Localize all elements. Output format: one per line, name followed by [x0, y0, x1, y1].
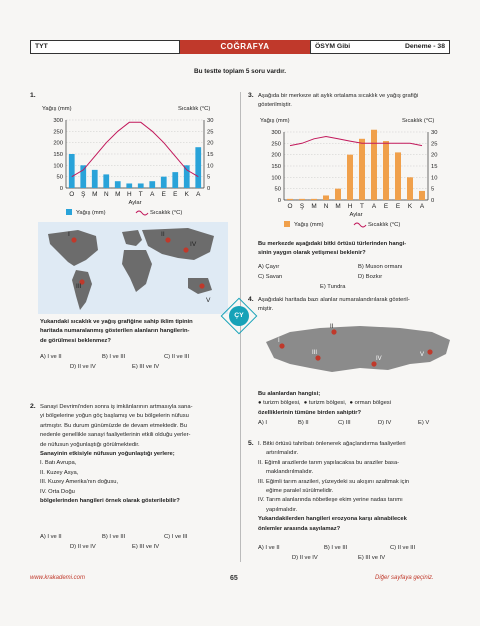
q1-chart-precip-bar — [184, 165, 190, 188]
q1-chart-legend-swatch-precip — [66, 209, 72, 215]
q1-chart-y-axis-title: Yağış (mm) — [42, 106, 72, 112]
q3-chart-precip-bar — [359, 139, 365, 200]
q4-question-line-1: Bu alanlardan hangisi; — [258, 391, 321, 397]
q4-map-label-4: IV — [376, 356, 382, 362]
q2-line-2: yi bölgelerine yoğun göç başlamış ve bu bölgelerin nüfusu — [40, 413, 189, 420]
q3-chart-ytick-label: 150 — [271, 164, 281, 170]
q3-chart-y2tick-label: 15 — [431, 164, 438, 170]
q1-options — [40, 352, 230, 372]
q1-map-label-4: IV — [190, 241, 197, 248]
q1-question-line-2: haritada numaralanmış gösterilen alanların hangilerin- — [40, 328, 190, 335]
q3-chart-xtick-label: K — [407, 203, 413, 210]
q5-item-1-cont: artırılmalıdır. — [266, 450, 299, 457]
q3-chart-xtick-label: E — [395, 203, 401, 210]
q4-option-d[interactable]: D) IV — [378, 420, 392, 426]
q4-map-label-1: I — [278, 338, 280, 344]
q3-chart-legend-swatch-temp — [354, 223, 366, 227]
q1-chart-ytick-label: 0 — [59, 186, 63, 192]
q4-option-b[interactable]: B) II — [298, 420, 309, 426]
q3-chart-xtick-label: O — [287, 203, 293, 210]
q2-item-4: IV. Orta Doğu — [40, 488, 75, 495]
q3-question-line-1: Bu merkezde aşağıdaki bitki örtüsü türlerinden hangi- — [258, 241, 407, 247]
q3-option-d[interactable]: D) Bozkır — [358, 274, 383, 280]
q3-chart-ytick-label: 0 — [277, 198, 281, 204]
q1-chart-ytick-label: 50 — [56, 174, 63, 181]
q1-chart-xtick-label: O — [69, 191, 75, 198]
q3-intro-line-2: gösterilmiştir. — [258, 102, 292, 109]
q3-chart-precip-bar — [371, 130, 377, 200]
q1-chart-legend-label-temp: Sıcaklık (°C) — [150, 210, 183, 216]
q5-option-d[interactable]: D) II ve IV — [292, 555, 318, 561]
q3-chart-y-axis-title: Yağış (mm) — [260, 118, 290, 124]
q4-intro-line-2: miştir. — [258, 306, 274, 313]
q4-intro-line-1: Aşağıdaki haritada bazı alanlar numaralandırılarak gösteril- — [258, 297, 410, 303]
test-instruction: Bu testte toplam 5 soru vardır. — [194, 68, 286, 75]
q1-chart-precip-bar — [172, 172, 178, 188]
q3-chart-y2-axis-title: Sıcaklık (°C) — [402, 118, 435, 124]
q1-chart-x-axis-title: Aylar — [128, 200, 142, 206]
q3-chart-legend-swatch-precip — [284, 221, 290, 227]
q3-chart-xtick-label: E — [383, 203, 389, 210]
q3-chart-xtick-label: T — [360, 203, 364, 210]
q1-chart-y2tick-label: 5 — [207, 174, 211, 181]
q4-option-c[interactable]: C) III — [338, 420, 351, 426]
q3-chart-temperature-line — [290, 137, 422, 146]
q3-chart-xtick-label: A — [419, 203, 425, 210]
q1-chart-y2tick-label: 25 — [207, 129, 214, 136]
q1-map-label-3: III — [76, 283, 82, 290]
q2-options — [40, 532, 230, 552]
q2-item-2: II. Kuzey Asya, — [40, 469, 79, 476]
q4-map-label-2: II — [330, 324, 334, 330]
q3-chart-precip-bar — [335, 189, 341, 200]
q5-option-b[interactable]: B) I ve III — [324, 545, 348, 551]
q5-body — [258, 440, 460, 534]
q2-line-1: Sanayi Devrimi'nden sonra iş imkânlarının artmasıyla sana- — [40, 404, 193, 410]
q1-chart-precip-bar — [149, 181, 155, 188]
exam-source: ÖSYM Gibi — [315, 43, 351, 50]
q4-bullet-3: orman bölgesi — [354, 400, 391, 407]
q5-item-1: I. Bitki örtüsü tahribatı önlenerek ağaçlandırma faaliyetleri — [258, 441, 406, 447]
q3-number: 3. — [248, 92, 254, 99]
q3-chart-y2tick-label: 5 — [431, 186, 435, 193]
q1-chart-xtick-label: T — [138, 191, 143, 198]
q3-chart-ytick-label: 250 — [271, 141, 281, 148]
q1-chart-xtick-label: M — [92, 191, 98, 198]
q3-chart-legend-label-precip: Yağış (mm) — [294, 222, 324, 228]
q2-item-3: III. Kuzey Amerika'nın doğusu, — [40, 479, 119, 486]
q1-chart-temperature-line — [72, 122, 199, 176]
q3-intro-line-1: Aşağıda bir merkeze ait aylık ortalama sıcaklık ve yağış grafiği — [258, 93, 419, 99]
q2-line-5: de nüfusun yoğunlaştığı görülmektedir. — [40, 441, 140, 448]
q2-option-e[interactable]: E) III ve IV — [132, 544, 160, 550]
q1-option-e[interactable]: E) III ve IV — [132, 364, 160, 370]
q2-option-b[interactable]: B) I ve III — [102, 534, 126, 540]
q1-chart-ytick-label: 250 — [53, 129, 63, 136]
q2-item-1: I. Batı Avrupa, — [40, 460, 77, 467]
q1-chart-y2tick-label: 15 — [207, 152, 214, 158]
subject-title: COĞRAFYA — [180, 40, 310, 54]
q3-option-b[interactable]: B) Muson ormanı — [358, 264, 403, 270]
q1-question — [40, 318, 230, 346]
q4-turkey-map — [260, 318, 456, 380]
q1-chart-precip-bar — [103, 174, 109, 188]
q5-question-line-2: önlemler arasında sayılamaz? — [258, 525, 341, 532]
q4-option-e[interactable]: E) V — [418, 420, 430, 426]
q3-option-e[interactable]: E) Tundra — [320, 284, 346, 290]
q1-chart-legend-swatch-temp — [136, 211, 148, 215]
q5-item-3: III. Eğimli tarım arazileri, yüzeydeki su akışını azaltmak için — [258, 478, 410, 485]
q1-option-d[interactable]: D) II ve IV — [70, 364, 96, 370]
q1-chart-precip-bar — [92, 170, 98, 188]
q4-bullet-1: turizm bölgesi, — [263, 400, 301, 407]
q3-chart-xtick-label: A — [371, 203, 377, 210]
page-number: 65 — [230, 575, 238, 582]
q3-chart-precip-bar — [347, 155, 353, 200]
q3-chart-y2tick-label: 20 — [431, 152, 438, 159]
q3-chart-precip-bar — [383, 141, 389, 200]
q1-chart-legend-label-precip: Yağış (mm) — [76, 210, 106, 216]
q1-chart-xtick-label: A — [196, 191, 201, 198]
q4-map-label-5: V — [420, 352, 425, 358]
q5-option-a[interactable]: A) I ve II — [258, 545, 280, 551]
q1-chart-y2tick-label: 0 — [207, 186, 211, 192]
q3-chart-xtick-label: H — [347, 203, 353, 210]
q1-map-label-5: V — [206, 297, 211, 304]
q2-prompt: Sanayinin etkisiyle nüfusun yoğunlaştığı yerlere; — [40, 451, 175, 458]
exam-type: TYT — [30, 40, 180, 54]
q1-chart-ytick-label: 150 — [53, 152, 63, 158]
q3-chart-precip-bar — [287, 199, 293, 200]
q5-item-3-cont: eğime paralel sürülmelidir. — [266, 488, 334, 495]
q1-question-line-3: de görülmesi beklenmez? — [40, 337, 111, 344]
q3-chart-xtick-label: M — [335, 203, 341, 210]
q2-line-4: nedenle genellikle sanayi faaliyetlerinin etkili olduğu yerler- — [40, 432, 191, 439]
q1-chart-xtick-label: M — [115, 191, 121, 198]
q3-option-c[interactable]: C) Savan — [258, 274, 283, 280]
q1-chart-y2tick-label: 30 — [207, 118, 214, 124]
q1-climate-chart — [40, 100, 230, 220]
q2-line-3: artmıştır. Bu durum günümüzde de devam etmektedir. Bu — [40, 422, 187, 429]
q5-item-2: II. Eğimli arazilerde tarım yapılacaksa bu araziler basa- — [258, 459, 400, 466]
q1-chart-xtick-label: H — [126, 191, 132, 198]
q2-option-c[interactable]: C) I ve III — [164, 534, 188, 540]
q1-chart-precip-bar — [161, 177, 167, 188]
q4-question-line-2: özelliklerinin tümüne birden sahiptir? — [258, 409, 362, 416]
q3-chart-y2tick-label: 0 — [431, 198, 435, 204]
q4-options — [258, 418, 458, 428]
footer-website[interactable]: www.krakademi.com — [30, 575, 86, 581]
q3-chart-precip-bar — [323, 195, 329, 200]
q3-chart-y2tick-label: 10 — [431, 175, 438, 182]
q3-chart-y2tick-label: 30 — [431, 130, 438, 136]
q1-chart-xtick-label: K — [184, 191, 189, 198]
q4-option-a[interactable]: A) I — [258, 420, 268, 426]
q1-option-c[interactable]: C) II ve III — [164, 354, 190, 360]
q1-chart-y2tick-label: 10 — [207, 163, 214, 170]
q1-chart-xtick-label: A — [150, 191, 155, 198]
q4-bullets: ● turizm bölgesi, ● turizm bölgesi, ● orman bölgesi — [258, 400, 391, 407]
q1-map-label-2: II — [161, 231, 165, 238]
q3-chart-ytick-label: 100 — [271, 175, 281, 182]
q3-chart-precip-bar — [407, 177, 413, 200]
q3-chart-ytick-label: 200 — [271, 152, 281, 159]
exam-number: Deneme - 38 — [404, 43, 445, 50]
q3-option-a[interactable]: A) Çayır — [258, 264, 280, 270]
q5-option-e[interactable]: E) III ve IV — [358, 555, 386, 561]
q3-chart-precip-bar — [395, 152, 401, 200]
q1-chart-xtick-label: E — [161, 191, 166, 198]
q5-item-2-cont: maklandırılmalıdır. — [266, 469, 314, 476]
q4-question — [258, 390, 458, 418]
q2-option-d[interactable]: D) II ve IV — [70, 544, 96, 550]
q3-chart-xtick-label: N — [323, 203, 329, 210]
exam-info — [310, 40, 450, 54]
q1-world-map — [38, 222, 228, 314]
q4-map-label-3: III — [312, 350, 318, 356]
q5-number: 5. — [248, 440, 254, 447]
page-header — [30, 40, 450, 54]
q1-chart-precip-bar — [80, 165, 86, 188]
q5-question-line-1: Yukarıdakilerden hangileri erozyona karşı alınabilecek — [258, 516, 407, 523]
q4-intro — [258, 296, 458, 315]
q3-chart-y2tick-label: 25 — [431, 141, 438, 148]
q1-chart-precip-bar — [195, 147, 201, 188]
q3-chart-precip-bar — [419, 191, 425, 200]
q3-options — [258, 262, 458, 292]
q3-chart-xtick-label: M — [311, 203, 317, 210]
q2-option-a[interactable]: A) I ve II — [40, 534, 62, 540]
q1-chart-xtick-label: E — [173, 191, 178, 198]
q1-chart-ytick-label: 300 — [53, 118, 63, 124]
q3-chart-ytick-label: 300 — [271, 130, 281, 136]
q5-option-c[interactable]: C) II ve III — [390, 545, 416, 551]
q3-chart-ytick-label: 50 — [274, 186, 281, 193]
q4-number: 4. — [248, 296, 254, 303]
q1-chart-y2-axis-title: Sıcaklık (°C) — [178, 106, 211, 112]
q1-chart-precip-bar — [126, 183, 132, 188]
q1-option-b[interactable]: B) I ve III — [102, 354, 126, 360]
q2-body — [40, 403, 236, 506]
q1-chart-xtick-label: N — [103, 191, 109, 198]
q1-option-a[interactable]: A) I ve II — [40, 354, 62, 360]
q1-chart-precip-bar — [115, 181, 121, 188]
q1-number: 1. — [30, 92, 36, 99]
q5-item-4: IV. Tarım alanlarında nöbetleşe ekim yerine nadas tarımı — [258, 497, 403, 504]
q4-bullet-2: turizm bölgesi, — [308, 400, 347, 407]
q3-chart-legend-label-temp: Sıcaklık (°C) — [368, 222, 401, 228]
q5-options — [258, 543, 458, 563]
q3-question-line-2: sinin yaygın olarak yetişmesi beklenir? — [258, 250, 366, 257]
q5-item-4-cont: yapılmalıdır. — [266, 506, 298, 513]
q3-intro — [258, 92, 458, 111]
q3-chart-xtick-label: Ş — [299, 203, 305, 210]
q3-climate-chart — [258, 112, 454, 232]
q1-chart-ytick-label: 100 — [53, 163, 63, 170]
q2-question: bölgelerinden hangileri örnek olarak gösterilebilir? — [40, 498, 180, 505]
q1-chart-precip-bar — [138, 183, 144, 188]
q1-chart-y2tick-label: 20 — [207, 140, 214, 147]
q3-chart-precip-bar — [311, 199, 317, 200]
q2-number: 2. — [30, 403, 36, 410]
q1-chart-precip-bar — [69, 154, 75, 188]
q3-chart-precip-bar — [299, 199, 305, 200]
next-page-note: Diğer sayfaya geçiniz. — [375, 575, 434, 581]
q3-question — [258, 240, 458, 259]
cy-badge-icon: ÇY — [229, 306, 249, 326]
q1-chart-xtick-label: Ş — [81, 191, 86, 198]
q1-chart-ytick-label: 200 — [53, 140, 63, 147]
q1-map-label-1: I — [68, 231, 70, 238]
q3-chart-x-axis-title: Aylar — [349, 212, 363, 218]
q1-question-line-1: Yukarıdaki sıcaklık ve yağış grafiğine sahip iklim tipinin — [40, 319, 193, 325]
